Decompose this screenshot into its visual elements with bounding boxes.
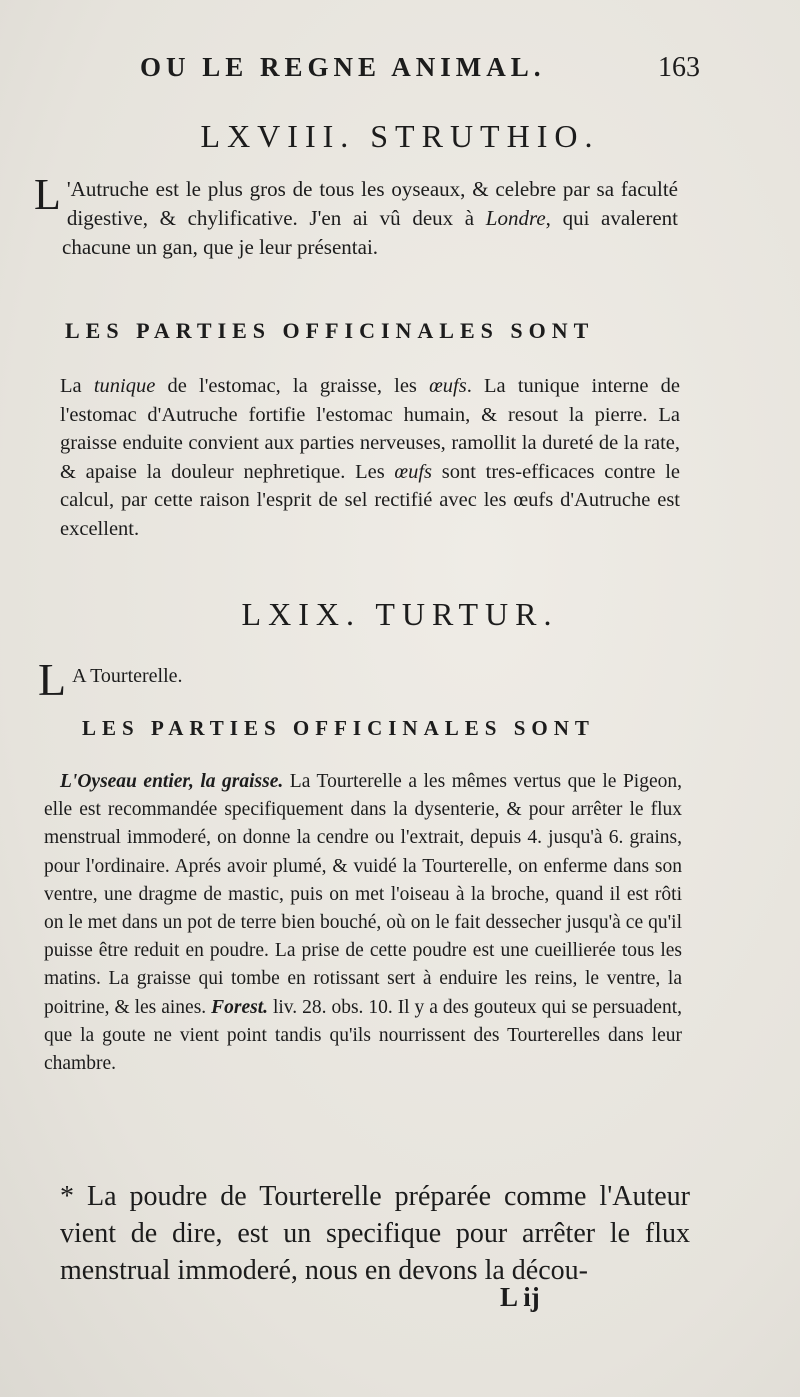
officinal-parts-heading: LES PARTIES OFFICINALES SONT [82,716,595,740]
signature-mark: L ij [500,1282,540,1312]
page-number: 163 [658,52,700,83]
struthio-body [60,372,680,543]
text-run: La Tourterelle a les mêmes vertus que le Pigeon, elle est recommandée specifiquement dans la dysenterie, & pour arrêter le flux menstrual immoderé, on donne la cendre ou l'extrait, depuis 4. jusqu'à 6. grains, pour l'ordinaire. Aprés avoir plumé, & vuidé la Tourterelle, on enferme dans son ventre, une dragme de mastic, puis on met l'oiseau à la broche, quand il est rôti on le met dans un pot de terre bien bouché, où on le fait dessecher jusqu'à ce qu'il puisse être reduit en poudre. La prise de cette poudre est une cueillierée tous les matins. La graisse qui tombe en rotissant sert à enduire les reins, le ventre, la poitrine, & les aines. [44,771,682,1018]
italic-term: tunique [93,375,156,397]
citation: Forest. [211,996,269,1018]
section-heading-struthio: LXVIII. STRUTHIO. [200,118,600,154]
turtur-intro-text: A Tourterelle. [72,665,183,687]
drop-cap: L [34,170,61,219]
text-run: sont tres-efficaces contre le calcul, par cette raison l'esprit de sel rectifié avec les œufs d'Autruche est excellent. [60,460,680,540]
struthio-intro [34,170,678,262]
text-run: . La tunique interne de l'estomac d'Autruche fortifie l'estomac humain, & resout la pierre. La graisse enduite convient aux parties nerveuses, ramollit la dureté de la rate, & apaise la douleur nephretique. Les [60,375,680,483]
drop-cap: L [38,654,67,705]
officinal-parts-heading: LES PARTIES OFFICINALES SONT [65,318,595,343]
italic-term: œufs [429,375,467,397]
turtur-body [44,768,682,1078]
footnote: * La poudre de Tourterelle préparée comme l'Auteur vient de dire, est un specifique pour arrêter le flux menstrual immoderé, nous en devons la décou- [60,1181,690,1286]
turtur-intro [38,654,658,705]
running-title: OU LE REGNE ANIMAL. [140,52,546,82]
struthio-intro-text: 'Autruche est le plus gros de tous les oyseaux, & celebre par sa faculté digestive, & chylificative. J'en ai vû deux à [66,177,678,230]
place-name: Londre [485,206,546,230]
text-run: La [60,375,94,397]
running-head [140,52,700,92]
italic-lead: L'Oyseau entier, la graisse. [60,771,284,792]
text-run: de l'estomac, la graisse, les [155,375,430,397]
struthio-intro-end: , qui avalerent chacune un gan, que je leur présentai. [62,206,678,259]
italic-term: œufs [394,460,433,483]
section-heading-turtur: LXIX. TURTUR. [241,596,559,632]
text-run: liv. 28. obs. 10. Il y a des gouteux qui se persuadent, que la goute ne vient point tandis qu'ils nourrissent des Tourterelles dans leur chambre. [44,996,682,1075]
